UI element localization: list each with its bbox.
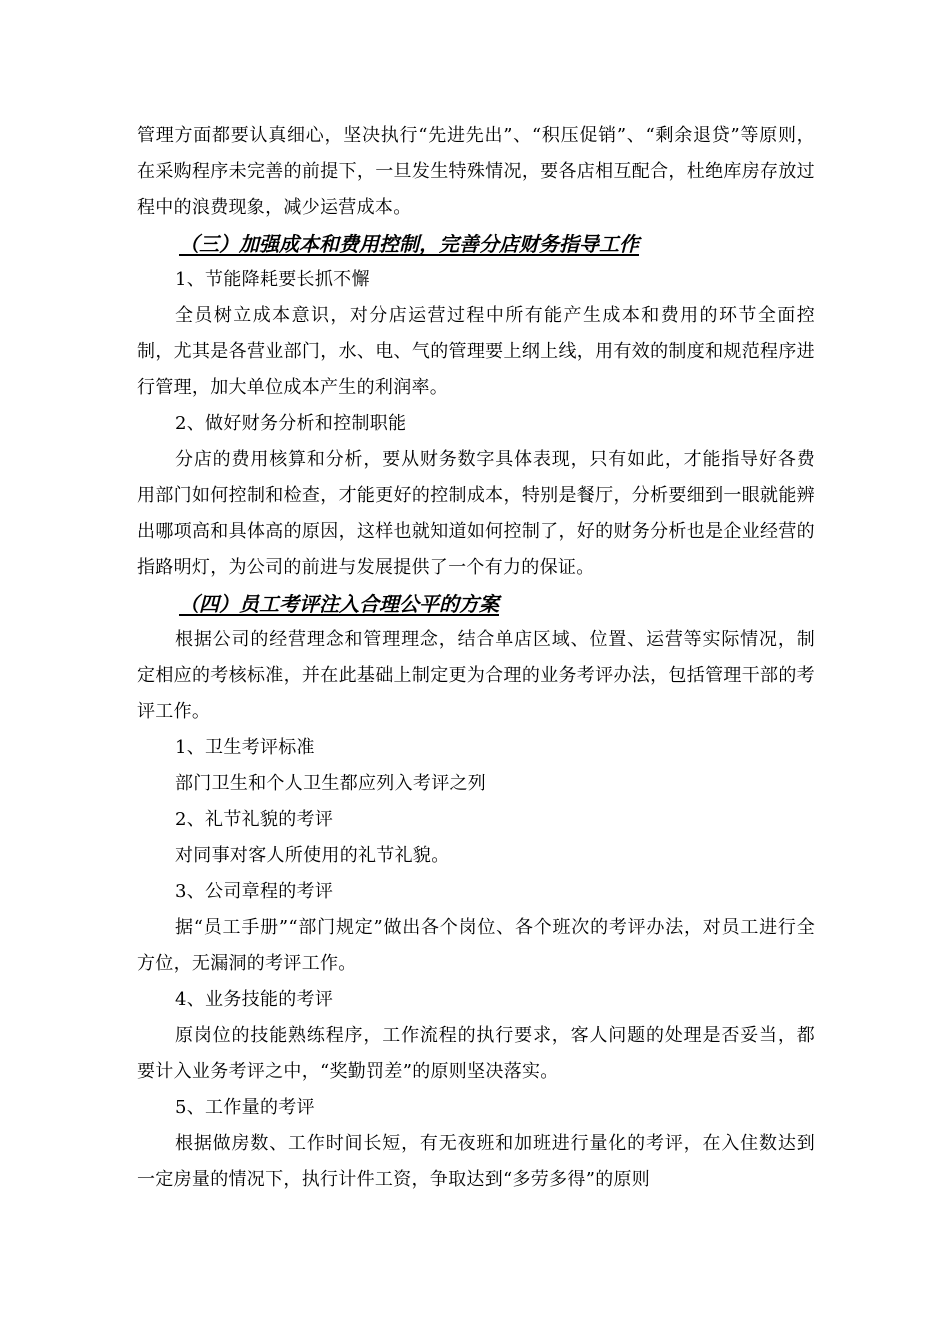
section-4-item-2: 2、礼节礼貌的考评 bbox=[175, 809, 334, 830]
section-4-heading-text: （四）员工考评注入合理公平的方案 bbox=[179, 592, 499, 616]
section-4-text-4: 原岗位的技能熟练程序，工作流程的执行要求，客人问题的处理是否妥当，都要计入业务考评之中，“奖勤罚差”的原则坚决落实。 bbox=[137, 1025, 815, 1082]
section-4-item-4: 4、业务技能的考评 bbox=[175, 989, 334, 1010]
intro-paragraph: 管理方面都要认真细心，坚决执行“先进先出”、“积压促销”、“剩余退贷”等原则，在采购程序未完善的前提下，一旦发生特殊情况，要各店相互配合，杜绝库房存放过程中的浪费现象，减少运营成本。 bbox=[137, 125, 815, 218]
document-page bbox=[137, 118, 815, 1198]
section-3-heading bbox=[137, 226, 815, 262]
section-4-item-1: 1、卫生考评标准 bbox=[175, 737, 315, 758]
section-4-text-3: 据“员工手册”“部门规定”做出各个岗位、各个班次的考评办法，对员工进行全方位，无漏洞的考评工作。 bbox=[137, 917, 815, 974]
section-4-heading bbox=[137, 586, 815, 622]
section-3-paragraph-2: 分店的费用核算和分析，要从财务数字具体表现，只有如此，才能指导好各费用部门如何控制和检查，才能更好的控制成本，特别是餐厅，分析要细到一眼就能辨出哪项高和具体高的原因，这样也就知道如何控制了，好的财务分析也是企业经营的指路明灯，为公司的前进与发展提供了一个有力的保证。 bbox=[137, 449, 815, 578]
section-3-item-1: 1、节能降耗要长抓不懈 bbox=[175, 269, 370, 290]
section-4-text-5: 根据做房数、工作时间长短，有无夜班和加班进行量化的考评，在入住数达到一定房量的情况下，执行计件工资，争取达到“多劳多得”的原则 bbox=[137, 1133, 815, 1190]
section-4-text-1: 部门卫生和个人卫生都应列入考评之列 bbox=[175, 773, 487, 794]
section-3-paragraph-1: 全员树立成本意识，对分店运营过程中所有能产生成本和费用的环节全面控制，尤其是各营业部门，水、电、气的管理要上纲上线，用有效的制度和规范程序进行管理，加大单位成本产生的利润率。 bbox=[137, 305, 815, 398]
section-4-item-5: 5、工作量的考评 bbox=[175, 1097, 315, 1118]
section-4-item-3: 3、公司章程的考评 bbox=[175, 881, 334, 902]
section-3-item-2: 2、做好财务分析和控制职能 bbox=[175, 413, 407, 434]
section-4-intro: 根据公司的经营理念和管理理念，结合单店区域、位置、运营等实际情况，制定相应的考核标准，并在此基础上制定更为合理的业务考评办法，包括管理干部的考评工作。 bbox=[137, 629, 815, 722]
section-3-heading-text: （三）加强成本和费用控制，完善分店财务指导工作 bbox=[179, 232, 639, 256]
section-4-text-2: 对同事对客人所使用的礼节礼貌。 bbox=[175, 845, 450, 866]
